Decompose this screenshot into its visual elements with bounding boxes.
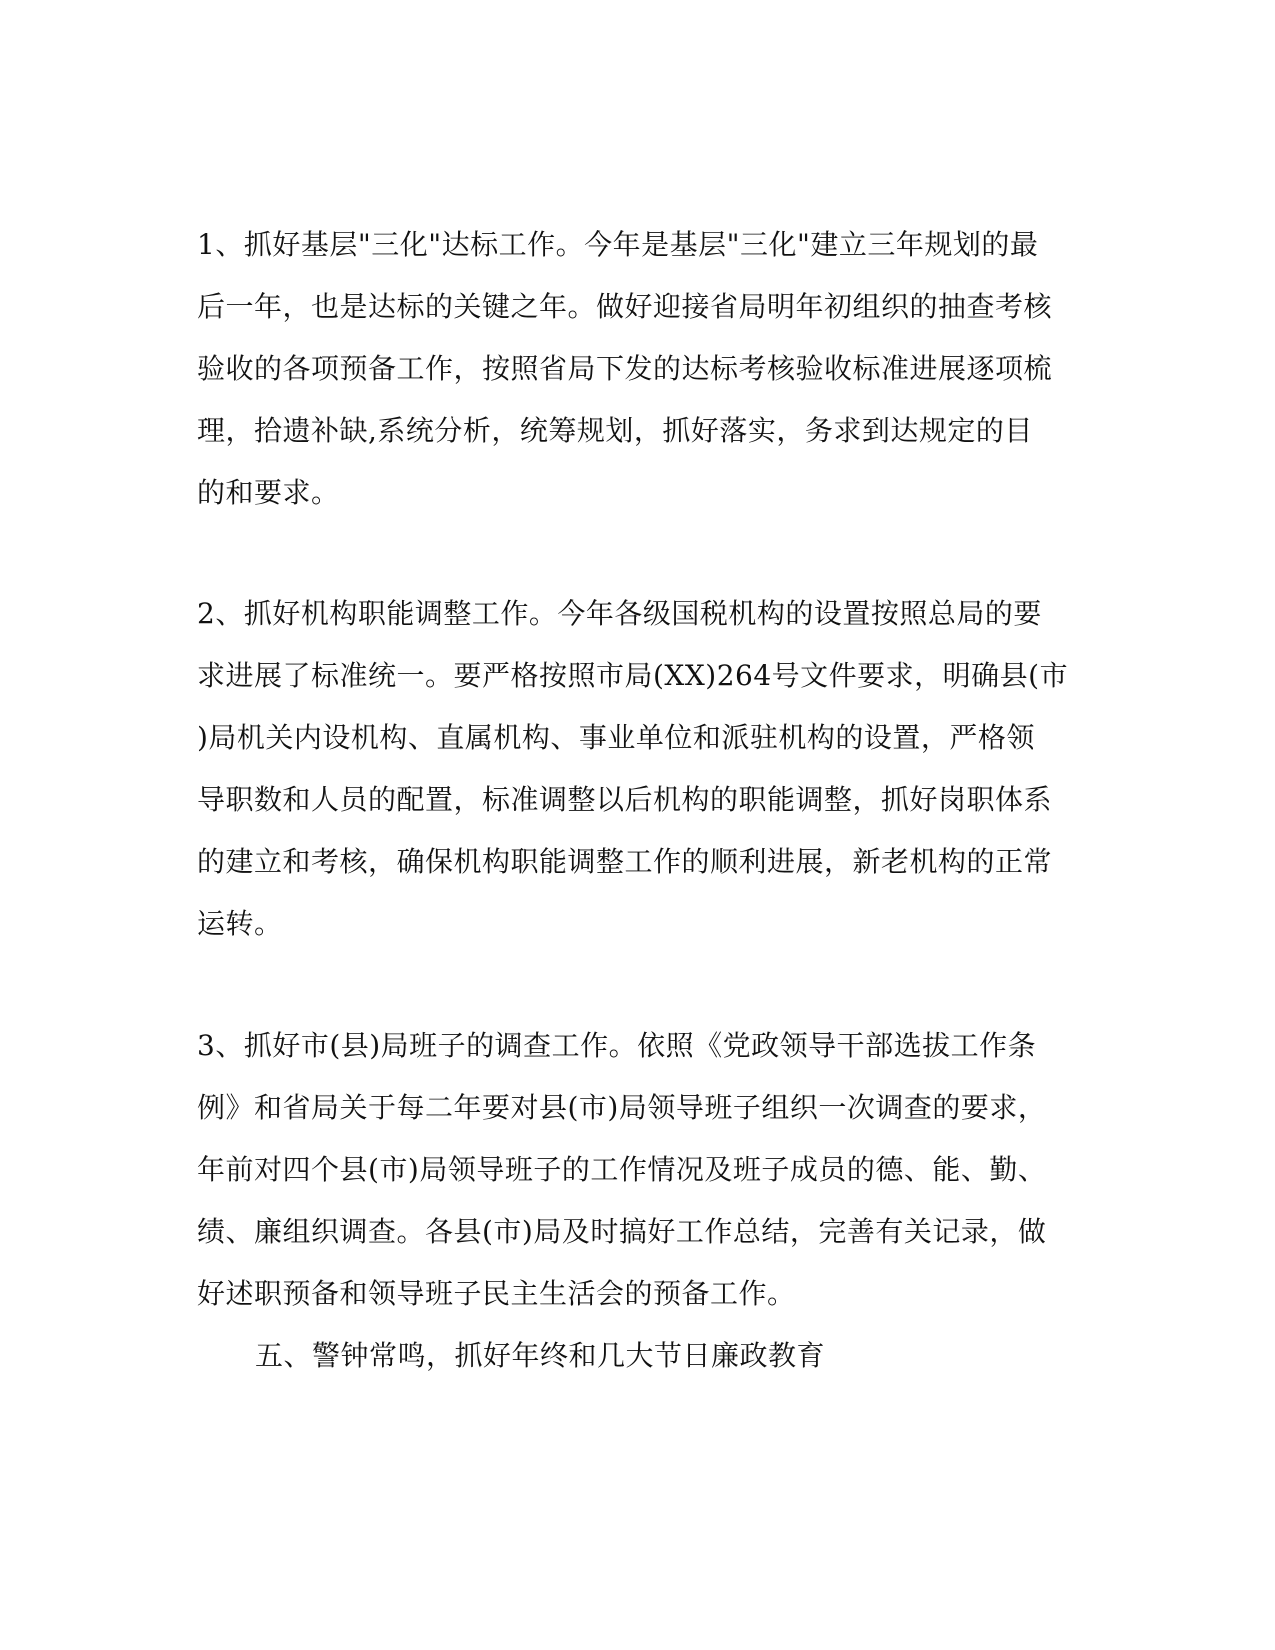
paragraph-line: 2、抓好机构职能调整工作。今年各级国税机构的设置按照总局的要 bbox=[197, 597, 1042, 630]
paragraph-line: 1、抓好基层"三化"达标工作。今年是基层"三化"建立三年规划的最 bbox=[197, 228, 1039, 261]
paragraph-line: 3、抓好市(县)局班子的调查工作。依照《党政领导干部选拔工作条 bbox=[197, 1029, 1037, 1062]
paragraph-line: 运转。 bbox=[197, 907, 283, 940]
paragraph-line: 绩、廉组织调查。各县(市)局及时搞好工作总结，完善有关记录，做 bbox=[197, 1215, 1047, 1248]
paragraph-line: 验收的各项预备工作，按照省局下发的达标考核验收标准进展逐项梳 bbox=[197, 352, 1053, 385]
paragraph-line: 年前对四个县(市)局领导班子的工作情况及班子成员的德、能、勤、 bbox=[197, 1153, 1047, 1186]
paragraph-line: 好述职预备和领导班子民主生活会的预备工作。 bbox=[197, 1277, 796, 1310]
paragraph-line: 例》和省局关于每二年要对县(市)局领导班子组织一次调查的要求， bbox=[197, 1091, 1047, 1124]
paragraph-line: 求进展了标准统一。要严格按照市局(XX)264号文件要求，明确县(市 bbox=[197, 659, 1069, 692]
paragraph-line: 理，拾遗补缺,系统分析，统筹规划，抓好落实，务求到达规定的目 bbox=[197, 414, 1033, 447]
paragraph-line: )局机关内设机构、直属机构、事业单位和派驻机构的设置，严格领 bbox=[197, 721, 1035, 754]
paragraph-line: 的和要求。 bbox=[197, 476, 340, 509]
paragraph-line: 后一年，也是达标的关键之年。做好迎接省局明年初组织的抽查考核 bbox=[197, 290, 1053, 323]
paragraph-line: 导职数和人员的配置，标准调整以后机构的职能调整，抓好岗职体系 bbox=[197, 783, 1053, 816]
paragraph-line: 的建立和考核，确保机构职能调整工作的顺利进展，新老机构的正常 bbox=[197, 845, 1053, 878]
section-heading: 五、警钟常鸣，抓好年终和几大节日廉政教育 bbox=[255, 1339, 826, 1372]
